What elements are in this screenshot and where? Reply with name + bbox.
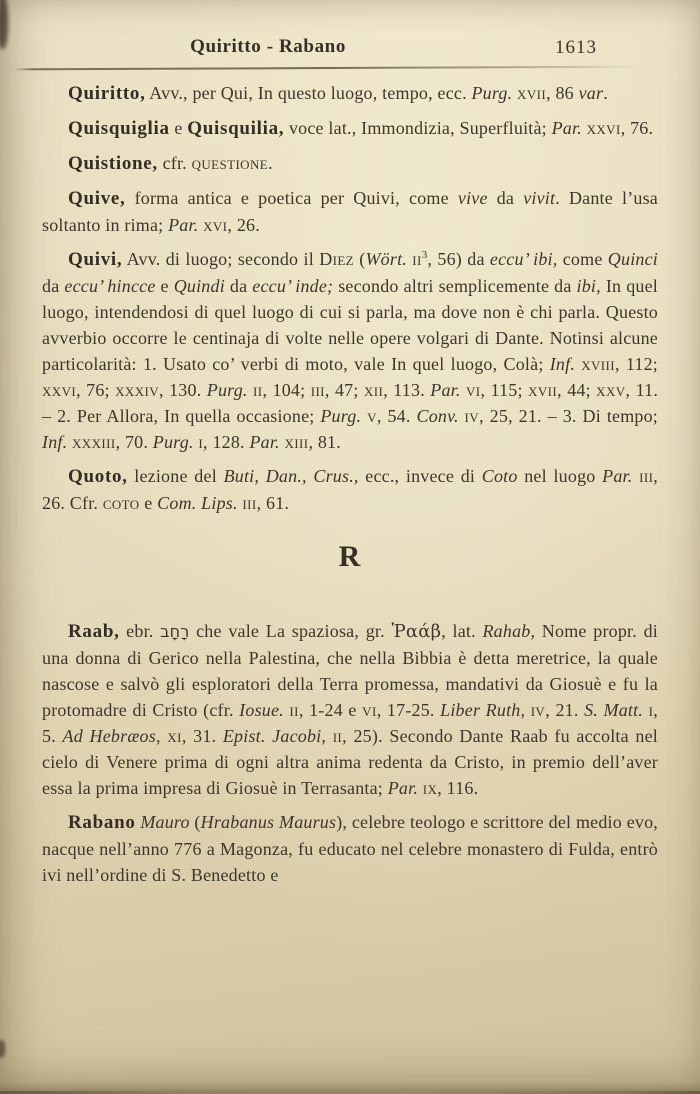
text-run: coto [102, 493, 140, 513]
text-run: . [603, 83, 608, 103]
scan-mark-left-bottom [0, 1040, 5, 1058]
text-run: Liber Ruth, [440, 700, 526, 720]
entry-headword: Quive, [68, 188, 126, 209]
text-run: Iosue. [239, 700, 284, 720]
text-run: , 44; [557, 380, 597, 400]
text-run: vivit [523, 188, 556, 208]
entry-quivi [42, 246, 658, 455]
text-run: Inf. [549, 354, 576, 374]
text-run: xiii [284, 432, 309, 452]
header-rule [14, 66, 642, 71]
entry-raab [42, 618, 658, 801]
text-run: xi [167, 726, 182, 746]
text-run: i [198, 432, 204, 452]
text-run: , 70. [115, 432, 153, 452]
text-run: Mauro [140, 812, 190, 832]
text-run [259, 466, 266, 486]
text-run: , 86 [546, 83, 579, 103]
section-letter: R [338, 540, 362, 573]
text-run: Par. [168, 215, 199, 235]
text-run: xxvi [42, 380, 77, 400]
text-run: xii [363, 380, 384, 400]
text-run: , 128. [203, 432, 250, 452]
text-run: Nome propr. di una donna di Gerico nella Palestina, che nella Bibbia è detta meretrice, la quale nascose e salvò gli esploratori della Terra promessa, mandativi da Giosuè e fu la protomadre di Cristo (cfr. [42, 621, 658, 720]
text-run: Buti, [223, 466, 260, 486]
text-run: , 25, 21. – 3. Di tempo; [479, 406, 659, 426]
entry-rabano [42, 809, 658, 888]
text-run: , 5. [42, 700, 658, 746]
text-run: , 81. [308, 432, 341, 452]
text-run: Purg. [206, 380, 248, 400]
text-run: , 115; [480, 380, 529, 400]
text-run: Avv., per Qui, In questo luogo, tempo, ecc. [145, 83, 472, 103]
text-run: xxv [596, 380, 626, 400]
text-run: ( [354, 249, 366, 269]
text-run: vive [457, 188, 488, 208]
entry-quisquiglia [42, 115, 658, 142]
text-run: eccu’ ibi, [489, 249, 558, 269]
text-run: Ῥαάβ [391, 621, 442, 642]
text-run: e [139, 493, 158, 513]
text-run: vi [362, 700, 377, 720]
text-run: . Dante l’usa soltanto in rima; [42, 188, 659, 235]
text-run: voce lat., Immondizia, Superfluità; [284, 118, 552, 138]
text-run: , 76; [76, 380, 116, 400]
text-run: forma antica e poetica per Quivi, come [125, 188, 458, 208]
text-run: , 26. Cfr. [42, 466, 658, 513]
text-run: da [487, 188, 524, 208]
text-run: ebr. [119, 621, 161, 641]
text-run: Par. [602, 466, 633, 486]
text-run [326, 726, 333, 746]
text-run: xvi [203, 215, 228, 235]
text-run: Com. Lips. [157, 493, 238, 513]
text-run: eccu’ inde; [252, 276, 334, 296]
text-run: Diez [319, 249, 354, 269]
text-run: iii [639, 466, 654, 486]
text-run: secondo altri semplicemente da [333, 276, 577, 296]
entry-headword: Raab, [68, 621, 120, 642]
text-run: , 1-24 e [298, 700, 363, 720]
text-run: iv [530, 700, 546, 720]
text-run: Purg. [320, 406, 362, 426]
text-run: xxxiv [115, 380, 160, 400]
text-run: Inf. [42, 432, 68, 452]
entry-quiritto [42, 80, 658, 107]
text-run: che vale La spaziosa, gr. [189, 621, 392, 641]
text-run: Quinci [607, 249, 658, 269]
text-run: ii [289, 700, 299, 720]
text-run: nel luogo [517, 466, 603, 486]
text-run: , 54. [376, 406, 417, 426]
text-run: v [367, 406, 377, 426]
text-run: var [578, 83, 604, 103]
entry-headword: Quoto, [68, 466, 128, 487]
text-run: , 61. [256, 493, 290, 513]
text-run: . [268, 153, 273, 173]
text-run: , 130. [159, 380, 207, 400]
text-run: iv [464, 406, 480, 426]
text-run: , 25). Secondo Dante Raab fu accolta nel cielo di Venere prima di ogni altra anima redenta da Cristo, in premio dell’aver essa la prima impresa di Giosuè in Terrasanta; [42, 726, 658, 798]
entry-headword: Quisquiglia [68, 118, 170, 139]
text-run: , 112; [614, 354, 659, 374]
text-run: e [169, 118, 188, 138]
text-run: Par. [551, 118, 582, 138]
text-run: cfr. [157, 153, 192, 173]
running-header [42, 36, 658, 62]
entry-headword: Rabano [68, 812, 136, 833]
text-run: xxvi [586, 118, 621, 138]
text-run: , 104; [262, 380, 311, 400]
text-run: Par. [249, 432, 280, 452]
text-run: , 76. [620, 118, 654, 138]
text-run: i [648, 700, 654, 720]
scan-smudge-top-left [0, 0, 8, 49]
text-run: ix [422, 778, 438, 798]
text-run: lezione del [127, 466, 224, 486]
text-run: In quel luogo, intendendosi di quel luogo di cui si parla, ma dove non è chi parla. Questo avverbio occorre le centinaja di volte nelle opere volgari di Dante. Notinsi alcune particolarità: 1. Usato co’ verbi di moto, vale In quel luogo, Colà; [42, 276, 658, 374]
text-run: xviii [581, 354, 615, 374]
text-run: , lat. [441, 621, 483, 641]
text-run: xvii [528, 380, 558, 400]
text-run: Quindi [173, 276, 225, 296]
text-run: Wört. [365, 249, 407, 269]
text-run: ii [253, 380, 263, 400]
entry-headword: Quistione, [68, 153, 158, 174]
scan-bottom-shade [0, 1082, 700, 1091]
text-run: Conv. [416, 406, 459, 426]
entry-quive [42, 185, 658, 238]
text-run: , 21. [545, 700, 585, 720]
text-run: , 56) da [427, 249, 490, 269]
text-run: Ad Hebræos, [62, 726, 161, 746]
header-title: Quiritto - Rabano [190, 36, 346, 57]
text-run: S. Matt. [584, 700, 644, 720]
text-run: Hrabanus Maurus [200, 812, 337, 832]
text-run: ii [412, 249, 422, 269]
text-run: da [224, 276, 253, 296]
text-run: vi [465, 380, 481, 400]
entry-headword: Quisquilia, [187, 118, 285, 139]
text-run: e [155, 276, 174, 296]
text-run: , 11. – 2. Per Allora, In quella occasione; [42, 380, 659, 426]
text-run: ibi, [576, 276, 601, 296]
text-run: Par. [430, 380, 461, 400]
text-run: ecc., invece di [358, 466, 482, 486]
page-content [42, 80, 658, 896]
text-run: , 17-25. [376, 700, 441, 720]
text-run: iii [242, 493, 257, 513]
text-run: Coto [481, 466, 518, 486]
entry-headword: Quiritto, [68, 83, 146, 104]
page-number: 1613 [555, 37, 597, 58]
text-run: ( [189, 812, 201, 832]
entry-headword: Quivi, [68, 249, 123, 270]
text-run: Epist. Jacobi, [222, 726, 327, 746]
text-run: iii [310, 380, 325, 400]
text-run: Crus., [313, 466, 359, 486]
text-run: da [42, 276, 65, 296]
text-run: Dan., [265, 466, 307, 486]
entry-quistione [42, 150, 658, 177]
text-run: ii [332, 726, 343, 746]
text-run: eccu’ hincce [64, 276, 156, 296]
text-run: xvii [517, 83, 547, 103]
text-run: , 47; [324, 380, 364, 400]
text-run: , 116. [437, 778, 479, 798]
text-run: questione [191, 153, 269, 173]
text-run: Purg. [471, 83, 513, 103]
text-run: 3 [421, 249, 428, 261]
entry-quoto [42, 463, 658, 516]
text-run: Purg. [152, 432, 194, 452]
text-run: Avv. di luogo; secondo il [122, 249, 320, 269]
text-run: רָחָב [160, 622, 190, 641]
text-run: , 26. [227, 215, 260, 235]
text-run: Par. [387, 778, 419, 798]
text-run: , 31. [181, 726, 223, 746]
text-run: Rahab, [482, 621, 536, 641]
text-run: come [557, 249, 608, 269]
text-run: ), celebre teologo e scrittore del medio evo, nacque nell’anno 776 a Magonza, fu educato nel celebre monastero di Fulda, entrò ivi nell’ordine di S. Benedetto e [42, 812, 659, 885]
text-run: , 113. [383, 380, 431, 400]
text-run: xxxiii [72, 432, 116, 452]
